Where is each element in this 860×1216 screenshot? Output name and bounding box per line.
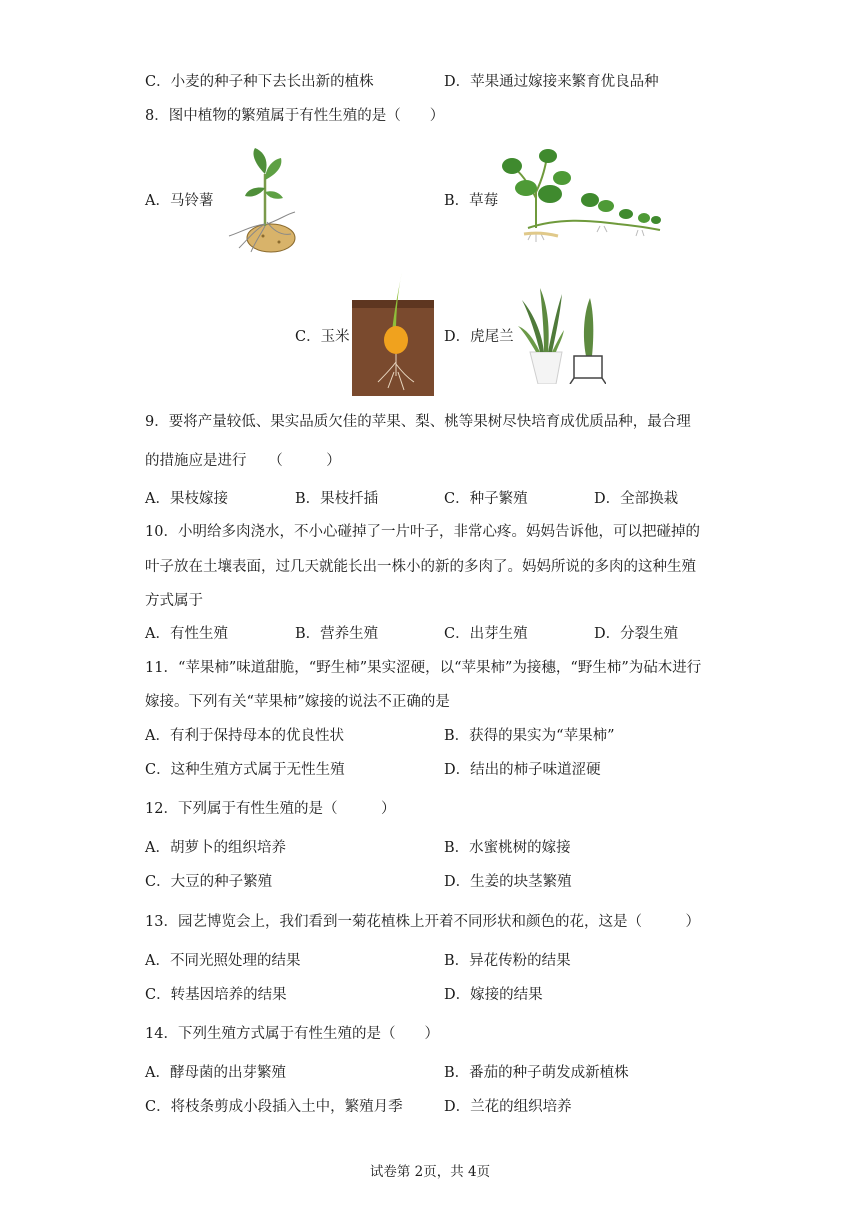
q13-option-a: A．不同光照处理的结果 (145, 953, 301, 969)
q11-option-c: C．这种生殖方式属于无性生殖 (145, 762, 345, 778)
q9-option-d: D．全部换栽 (594, 491, 679, 507)
snake-plant-image (516, 286, 606, 384)
q8-stem: 8．图中植物的繁殖属于有性生殖的是（ ） (145, 108, 445, 124)
q11-option-d: D．结出的柿子味道涩硬 (444, 762, 601, 778)
q10-stem-line1: 10．小明给多肉浇水，不小心碰掉了一片叶子，非常心疼。妈妈告诉他，可以把碰掉的 (145, 524, 700, 540)
q8-option-d: D．虎尾兰 (444, 329, 514, 345)
q13-option-b: B．异花传粉的结果 (444, 953, 571, 969)
q11-stem-line2: 嫁接。下列有关“苹果柿”嫁接的说法不正确的是 (145, 694, 450, 710)
q12-stem: 12．下列属于有性生殖的是（ ） (145, 801, 396, 817)
q14-option-a: A．酵母菌的出芽繁殖 (145, 1065, 286, 1081)
q11-option-a: A．有利于保持母本的优良性状 (145, 728, 344, 744)
q7-option-c: C．小麦的种子种下去长出新的植株 (145, 74, 374, 90)
q10-option-c: C．出芽生殖 (444, 626, 528, 642)
q9-option-a: A．果枝嫁接 (145, 491, 228, 507)
q9-option-b: B．果枝扦插 (295, 491, 379, 507)
strawberry-image (498, 148, 664, 246)
q10-option-b: B．营养生殖 (295, 626, 379, 642)
q8-option-c: C．玉米 (295, 329, 350, 345)
q9-stem-line1: 9．要将产量较低、果实品质欠佳的苹果、梨、桃等果树尽快培育成优质品种，最合理 (145, 414, 691, 430)
q8-option-b: B．草莓 (444, 193, 499, 209)
q10-stem-line3: 方式属于 (145, 593, 203, 609)
q10-stem-line2: 叶子放在土壤表面，过几天就能长出一株小的新的多肉了。妈妈所说的多肉的这种生殖 (145, 559, 696, 575)
q11-stem-line1: 11．“苹果柿”味道甜脆，“野生柿”果实涩硬，以“苹果柿”为接穗，“野生柿”为砧木进行 (145, 660, 702, 676)
q14-option-c: C．将枝条剪成小段插入土中，繁殖月季 (145, 1099, 403, 1115)
corn-image (352, 272, 434, 396)
q10-option-d: D．分裂生殖 (594, 626, 679, 642)
q10-option-a: A．有性生殖 (145, 626, 228, 642)
q12-option-b: B．水蜜桃树的嫁接 (444, 840, 571, 856)
q13-option-c: C．转基因培养的结果 (145, 987, 287, 1003)
q9-option-c: C．种子繁殖 (444, 491, 528, 507)
page-footer: 试卷第 2页，共 4页 (369, 1164, 491, 1180)
q14-option-d: D．兰花的组织培养 (444, 1099, 572, 1115)
q7-option-d: D．苹果通过嫁接来繁育优良品种 (444, 74, 659, 90)
q13-option-d: D．嫁接的结果 (444, 987, 543, 1003)
q14-option-b: B．番茄的种子萌发成新植株 (444, 1065, 629, 1081)
q13-stem: 13．园艺博览会上，我们看到一菊花植株上开着不同形状和颜色的花，这是（ ） (145, 914, 700, 930)
q12-option-c: C．大豆的种子繁殖 (145, 874, 273, 890)
q11-option-b: B．获得的果实为“苹果柿” (444, 728, 615, 744)
q12-option-a: A．胡萝卜的组织培养 (145, 840, 286, 856)
q8-option-a: A．马铃薯 (145, 193, 214, 209)
potato-image (221, 144, 299, 254)
q9-stem-line2: 的措施应是进行 （ ） (145, 453, 341, 469)
q12-option-d: D．生姜的块茎繁殖 (444, 874, 572, 890)
q14-stem: 14．下列生殖方式属于有性生殖的是（ ） (145, 1026, 439, 1042)
